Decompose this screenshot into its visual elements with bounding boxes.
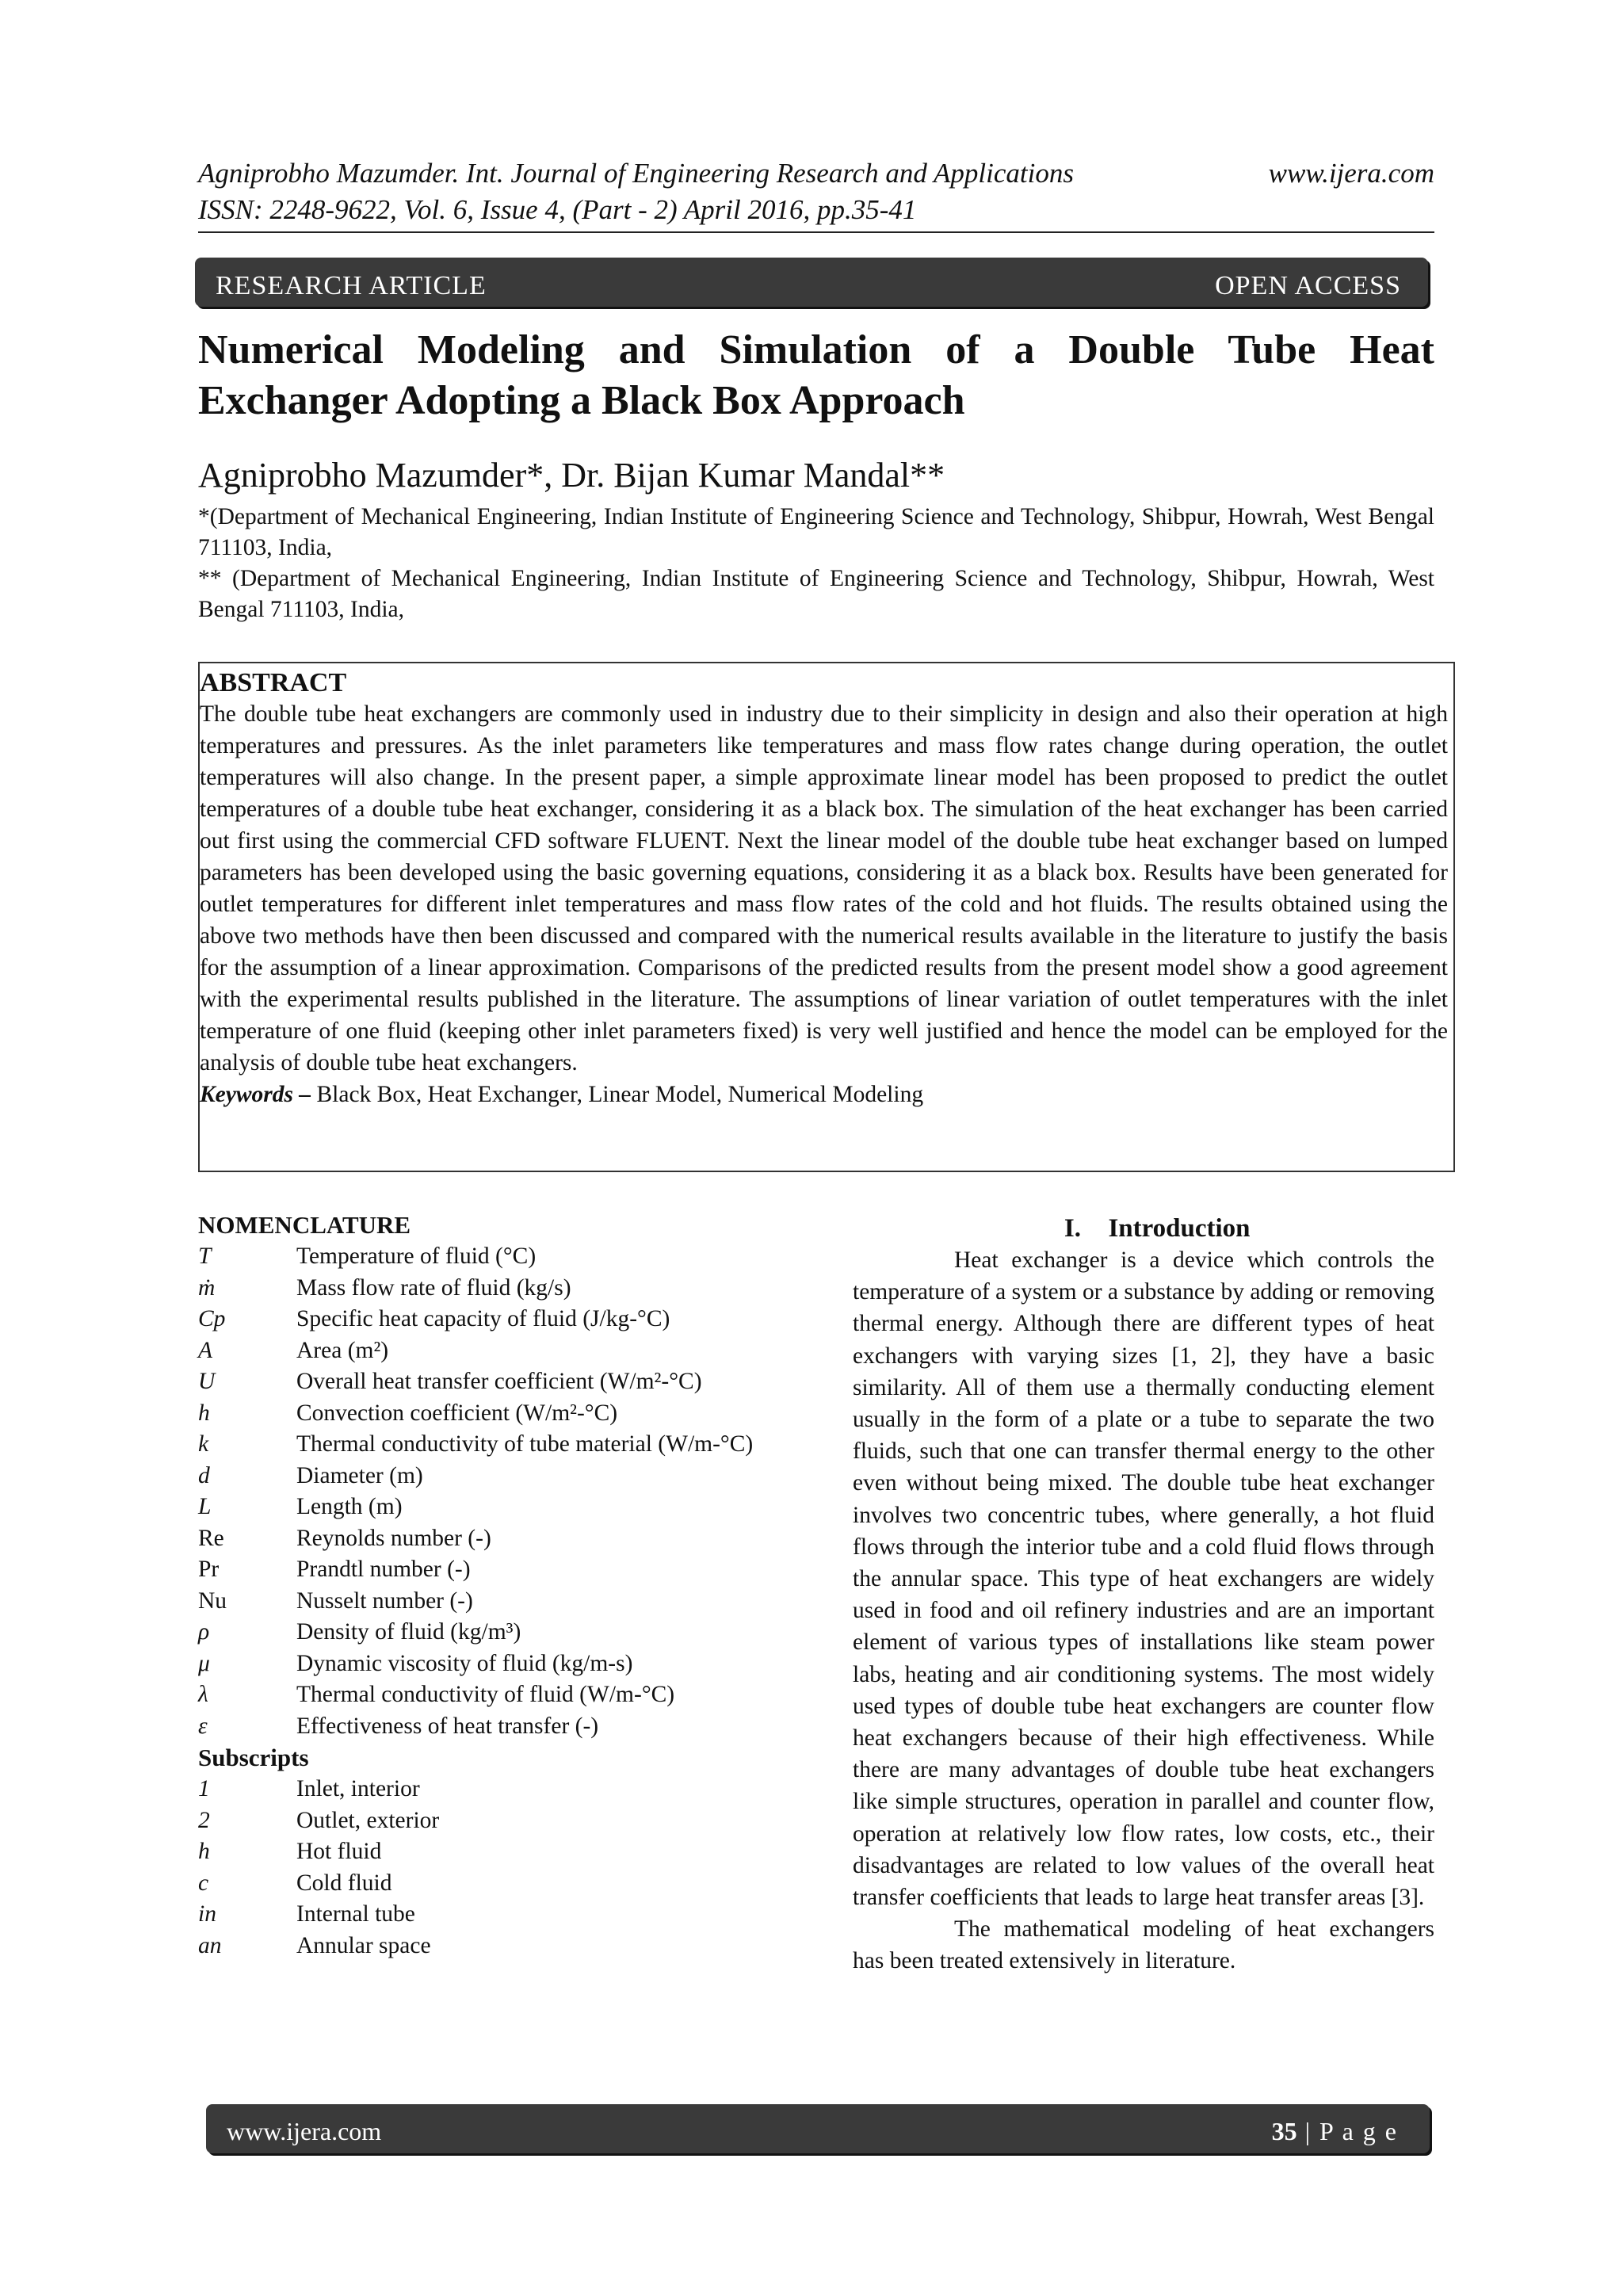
keywords: Black Box, Heat Exchanger, Linear Model, Numerical Modeling [316,1082,924,1107]
subscript-description: Hot fluid [296,1839,382,1864]
introduction-heading [853,1213,1434,1244]
nomenclature-description: Area (m²) [296,1337,389,1363]
nomenclature-list [198,1241,781,1742]
intro-paragraph-1: Heat exchanger is a device which controls the temperature of a system or a substance by adding or removing thermal energy. Although there are different types of heat exchangers with varying sizes [1, 2], they have a basic similarity. All of them use a thermally conducting element usually in the form of a plate or a tube to separate the two fluids, such that one can transfer thermal energy to the other even without being mixed. The double tube heat exchanger involves two concentric tubes, where generally, a hot fluid flows through the interior tube and a cold fluid flows through the annular space. This type of heat exchangers are widely used in food and oil refinery industries and are an important element of various types of installations like steam power labs, heating and air conditioning systems. The most widely used types of double tube heat exchangers are counter flow heat exchangers because of their high effectiveness. While there are many advantages of double tube heat exchangers like simple structures, operation in parallel and counter flow, operation at relatively low flow rates, low costs, etc., their disadvantages are related to low values of the overall heat transfer coefficients that leads to large heat transfer areas [3]. [853,1247,1434,1911]
nomenclature-description: Overall heat transfer coefficient (W/m²-°C) [296,1369,702,1394]
keywords-label: Keywords – [200,1082,311,1107]
nomenclature-symbol: U [198,1369,216,1394]
nomenclature-row [198,1398,781,1430]
research-article-label: RESEARCH ARTICLE [216,271,487,300]
section-title: Introduction [1108,1214,1251,1243]
subscript-description: Cold fluid [296,1870,392,1896]
nomenclature-symbol: λ [198,1682,208,1707]
nomenclature-row [198,1617,781,1648]
nomenclature-row [198,1366,781,1398]
nomenclature-description: Effectiveness of heat transfer (-) [296,1713,599,1739]
nomenclature-description: Prandtl number (-) [296,1557,471,1582]
nomenclature-row [198,1679,781,1711]
running-header [198,155,1434,228]
nomenclature-row [198,1335,781,1367]
nomenclature-description: Thermal conductivity of fluid (W/m-°C) [296,1682,675,1707]
keywords-line [200,1079,1453,1110]
section-number: I. [1064,1214,1081,1243]
subscript-description: Annular space [296,1932,431,1958]
nomenclature-row [198,1429,781,1461]
nomenclature-description: Dynamic viscosity of fluid (kg/m-s) [296,1650,633,1676]
nomenclature-row [198,1648,781,1680]
page-number: 35 [1271,2117,1297,2145]
nomenclature-row [198,1304,781,1335]
affiliations [198,502,1434,625]
subscript-description: Outlet, exterior [296,1807,440,1833]
affiliation-1: *(Department of Mechanical Engineering, Indian Institute of Engineering Science and Technology, Shibpur, Howrah, West Bengal 711103, India, [198,504,1434,560]
abstract-heading: ABSTRACT [200,668,347,697]
subscript-symbol: an [198,1932,222,1958]
nomenclature-row [198,1523,781,1555]
nomenclature-description: Nusselt number (-) [296,1587,473,1614]
nomenclature-symbol: Cp [198,1306,226,1331]
abstract-box [198,662,1455,1172]
subscript-row [198,1805,781,1837]
nomenclature-row [198,1492,781,1523]
subscript-row [198,1899,781,1931]
nomenclature-description: Density of fluid (kg/m³) [296,1619,521,1645]
nomenclature-symbol: Pr [198,1557,220,1582]
nomenclature-symbol: ε [198,1713,208,1739]
nomenclature-description: Specific heat capacity of fluid (J/kg-°C) [296,1306,670,1331]
subscript-symbol: in [198,1901,216,1927]
header-rule [198,231,1434,233]
authors: Agniprobho Mazumder*, Dr. Bijan Kumar Mandal** [198,456,945,495]
nomenclature-description: Length (m) [296,1494,403,1519]
subscript-description: Internal tube [296,1901,415,1927]
page-footer [206,2104,1430,2153]
subscript-symbol: 1 [198,1776,210,1801]
nomenclature-description: Reynolds number (-) [296,1525,491,1551]
nomenclature-symbol: μ [198,1650,210,1676]
nomenclature-row [198,1554,781,1586]
nomenclature-symbol: k [198,1431,209,1457]
nomenclature-description: Mass flow rate of fluid (kg/s) [296,1274,571,1301]
journal-line: Agniprobho Mazumder. Int. Journal of Engineering Research and Applications [198,158,1074,189]
page-label: | P a g e [1296,2117,1398,2145]
intro-paragraph-2: The mathematical modeling of heat exchangers has been treated extensively in literature. [853,1916,1434,1974]
nomenclature-symbol: Re [198,1525,224,1551]
issn-line: ISSN: 2248-9622, Vol. 6, Issue 4, (Part - 2) April 2016, pp.35-41 [198,194,917,225]
footer-page [1272,2117,1398,2146]
abstract-text: The double tube heat exchangers are commonly used in industry due to their simplicity in design and also their operation at high temperatures and pressures. As the inlet parameters like temperatures and mass flow rates change during operation, the outlet temperatures will also change. In the present paper, a simple approximate linear model has been proposed to predict the outlet temperatures of a double tube heat exchanger, considering it as a black box. The simulation of the heat exchanger has been carried out first using the commercial CFD software FLUENT. Next the linear model of the double tube heat exchanger based on lumped parameters has been developed using the basic governing equations, considering it as a black box. Results have been generated for outlet temperatures for different inlet temperatures and mass flow rates of the cold and hot fluids. The results obtained using the above two methods have then been discussed and compared with the numerical results available in the literature to justify the basis for the assumption of a linear approximation. Comparisons of the predicted results from the present model show a good agreement with the experimental results published in the literature. The assumptions of linear variation of outlet temperatures with the inlet temperature of one fluid (keeping other inlet parameters fixed) is very well justified and hence the model can be employed for the analysis of double tube heat exchangers. [200,701,1448,1075]
nomenclature-symbol: ṁ [198,1274,216,1301]
nomenclature-symbol: d [198,1462,210,1488]
nomenclature-symbol: ρ [198,1619,210,1645]
nomenclature-row [198,1273,781,1305]
nomenclature-description: Diameter (m) [296,1462,423,1488]
subscripts-heading: Subscripts [198,1744,309,1771]
subscript-description: Inlet, interior [296,1776,420,1801]
footer-website: www.ijera.com [227,2117,382,2145]
open-access-label: OPEN ACCESS [1215,271,1401,300]
header-website: www.ijera.com [1268,158,1434,189]
nomenclature-symbol: L [198,1494,212,1519]
subscript-row [198,1836,781,1868]
nomenclature-symbol: A [198,1337,213,1363]
nomenclature-description: Thermal conductivity of tube material (W/m-°C) [296,1431,754,1457]
nomenclature [198,1209,781,1962]
nomenclature-description: Convection coefficient (W/m²-°C) [296,1400,618,1426]
introduction-section [853,1213,1434,1977]
subscript-symbol: c [198,1870,209,1896]
affiliation-2: ** (Department of Mechanical Engineering, Indian Institute of Engineering Science and Technology, Shibpur, Howrah, West Bengal 711103, India, [198,566,1434,622]
nomenclature-row [198,1461,781,1492]
nomenclature-symbol: T [198,1244,212,1269]
subscript-row [198,1774,781,1805]
nomenclature-row [198,1241,781,1273]
nomenclature-row [198,1586,781,1618]
nomenclature-description: Temperature of fluid (°C) [296,1244,537,1269]
subscript-symbol: 2 [198,1807,210,1833]
nomenclature-heading: NOMENCLATURE [198,1211,411,1239]
nomenclature-row [198,1711,781,1743]
subscript-row [198,1931,781,1962]
subscripts-list [198,1774,781,1962]
article-type-banner [195,258,1428,307]
subscript-row [198,1868,781,1900]
paper-title: Numerical Modeling and Simulation of a Double Tube Heat Exchanger Adopting a Black Box Approach [198,327,1434,423]
subscript-symbol: h [198,1839,210,1864]
nomenclature-symbol: Nu [198,1587,227,1614]
nomenclature-symbol: h [198,1400,210,1426]
